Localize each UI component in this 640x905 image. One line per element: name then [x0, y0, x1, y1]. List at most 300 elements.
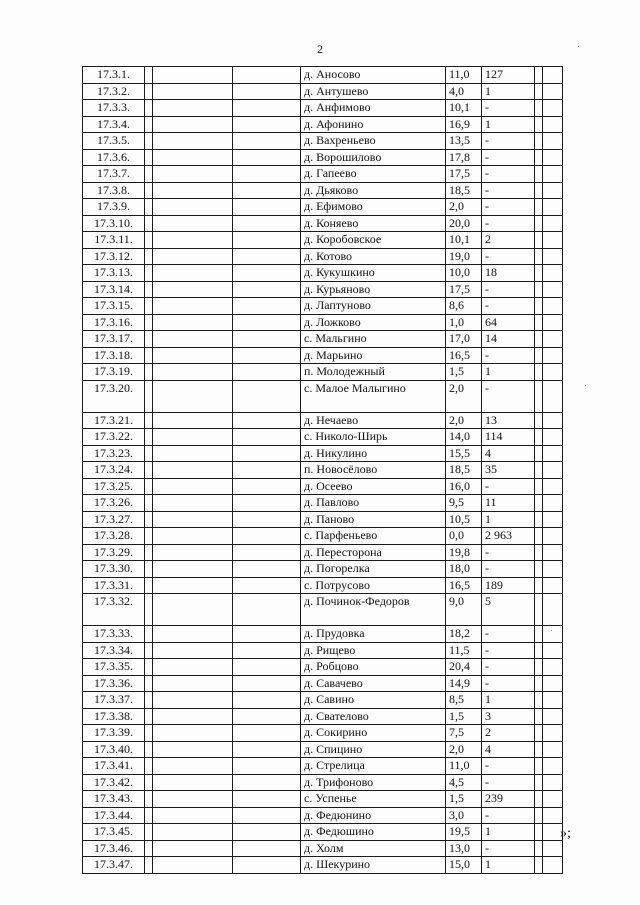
distance-value: 18,5 [446, 462, 482, 479]
settlement-name: д. Холм [301, 840, 446, 857]
population-value: - [482, 807, 535, 824]
distance-value: 13,5 [446, 133, 482, 150]
population-value: - [482, 380, 535, 412]
empty-cell [153, 741, 233, 758]
table-row [83, 248, 563, 265]
settlement-name: д. Афонино [301, 116, 446, 133]
settlement-name: д. Марьино [301, 347, 446, 364]
empty-cell [145, 331, 153, 348]
settlement-name: д. Аносово [301, 67, 446, 84]
table-row [83, 642, 563, 659]
empty-cell [145, 791, 153, 808]
distance-value: 14,9 [446, 675, 482, 692]
row-number: 17.3.9. [83, 199, 145, 216]
empty-cell [535, 807, 543, 824]
empty-cell [153, 265, 233, 282]
settlement-name: д. Ложково [301, 314, 446, 331]
distance-value: 11,0 [446, 67, 482, 84]
empty-cell [233, 429, 301, 446]
empty-cell [543, 281, 563, 298]
empty-cell [153, 544, 233, 561]
population-value: - [482, 642, 535, 659]
empty-cell [543, 215, 563, 232]
empty-cell [233, 741, 301, 758]
empty-cell [543, 594, 563, 626]
settlement-name: д. Прудовка [301, 626, 446, 643]
empty-cell [535, 528, 543, 545]
row-number: 17.3.3. [83, 100, 145, 117]
distance-value: 18,2 [446, 626, 482, 643]
empty-cell [145, 100, 153, 117]
table-row [83, 281, 563, 298]
table-row [83, 298, 563, 315]
table-row [83, 594, 563, 626]
empty-cell [535, 445, 543, 462]
empty-cell [145, 675, 153, 692]
empty-cell [233, 100, 301, 117]
settlement-name: д. Федюнино [301, 807, 446, 824]
settlement-name: д. Савачево [301, 675, 446, 692]
table-row [83, 100, 563, 117]
empty-cell [535, 67, 543, 84]
row-number: 17.3.35. [83, 659, 145, 676]
row-number: 17.3.18. [83, 347, 145, 364]
table-row [83, 561, 563, 578]
empty-cell [153, 774, 233, 791]
settlement-name: д. Погорелка [301, 561, 446, 578]
settlement-name: д. Рищево [301, 642, 446, 659]
table-row [83, 659, 563, 676]
empty-cell [543, 544, 563, 561]
settlement-name: п. Молодежный [301, 364, 446, 381]
empty-cell [535, 758, 543, 775]
population-value: 4 [482, 445, 535, 462]
row-number: 17.3.45. [83, 824, 145, 841]
empty-cell [543, 67, 563, 84]
empty-cell [153, 412, 233, 429]
distance-value: 4,5 [446, 774, 482, 791]
empty-cell [153, 791, 233, 808]
empty-cell [543, 807, 563, 824]
empty-cell [153, 495, 233, 512]
row-number: 17.3.2. [83, 83, 145, 100]
empty-cell [153, 248, 233, 265]
row-number: 17.3.33. [83, 626, 145, 643]
population-value: - [482, 199, 535, 216]
empty-cell [535, 215, 543, 232]
empty-cell [145, 642, 153, 659]
population-value: 11 [482, 495, 535, 512]
population-value: 64 [482, 314, 535, 331]
settlement-name: д. Починок-Федоров [301, 594, 446, 626]
distance-value: 7,5 [446, 725, 482, 742]
population-value: - [482, 561, 535, 578]
settlement-name: д. Коняево [301, 215, 446, 232]
table-row [83, 675, 563, 692]
distance-value: 9,5 [446, 495, 482, 512]
empty-cell [233, 149, 301, 166]
settlement-name: д. Свателово [301, 708, 446, 725]
empty-cell [153, 857, 233, 874]
empty-cell [535, 774, 543, 791]
empty-cell [535, 708, 543, 725]
empty-cell [535, 462, 543, 479]
table-row [83, 528, 563, 545]
distance-value: 0,0 [446, 528, 482, 545]
empty-cell [153, 511, 233, 528]
empty-cell [153, 331, 233, 348]
empty-cell [543, 626, 563, 643]
empty-cell [145, 199, 153, 216]
population-value: 2 [482, 232, 535, 249]
settlements-table [82, 66, 563, 874]
table-row [83, 708, 563, 725]
settlement-name: д. Никулино [301, 445, 446, 462]
table-row [83, 791, 563, 808]
empty-cell [543, 659, 563, 676]
empty-cell [535, 298, 543, 315]
population-value: 1 [482, 83, 535, 100]
population-value: 1 [482, 511, 535, 528]
settlement-name: д. Сокирино [301, 725, 446, 742]
settlement-name: д. Паново [301, 511, 446, 528]
settlement-name: д. Шекурино [301, 857, 446, 874]
row-number: 17.3.28. [83, 528, 145, 545]
empty-cell [153, 116, 233, 133]
population-value: 1 [482, 692, 535, 709]
empty-cell [233, 166, 301, 183]
empty-cell [145, 741, 153, 758]
empty-cell [145, 149, 153, 166]
empty-cell [153, 182, 233, 199]
row-number: 17.3.37. [83, 692, 145, 709]
row-number: 17.3.36. [83, 675, 145, 692]
empty-cell [543, 314, 563, 331]
empty-cell [535, 478, 543, 495]
row-number: 17.3.29. [83, 544, 145, 561]
population-value: 3 [482, 708, 535, 725]
empty-cell [145, 544, 153, 561]
population-value: 1 [482, 824, 535, 841]
population-value: 35 [482, 462, 535, 479]
empty-cell [153, 215, 233, 232]
empty-cell [233, 544, 301, 561]
row-number: 17.3.17. [83, 331, 145, 348]
empty-cell [543, 133, 563, 150]
row-number: 17.3.24. [83, 462, 145, 479]
empty-cell [233, 791, 301, 808]
empty-cell [233, 133, 301, 150]
empty-cell [543, 116, 563, 133]
empty-cell [543, 232, 563, 249]
population-value: - [482, 298, 535, 315]
distance-value: 15,5 [446, 445, 482, 462]
empty-cell [233, 380, 301, 412]
empty-cell [535, 824, 543, 841]
empty-cell [153, 725, 233, 742]
table-row [83, 149, 563, 166]
empty-cell [153, 577, 233, 594]
distance-value: 8,6 [446, 298, 482, 315]
population-value: 13 [482, 412, 535, 429]
empty-cell [543, 692, 563, 709]
row-number: 17.3.38. [83, 708, 145, 725]
empty-cell [535, 182, 543, 199]
empty-cell [233, 67, 301, 84]
distance-value: 19,0 [446, 248, 482, 265]
distance-value: 19,8 [446, 544, 482, 561]
empty-cell [535, 495, 543, 512]
empty-cell [145, 265, 153, 282]
population-value: - [482, 478, 535, 495]
row-number: 17.3.34. [83, 642, 145, 659]
empty-cell [233, 83, 301, 100]
row-number: 17.3.32. [83, 594, 145, 626]
empty-cell [543, 561, 563, 578]
empty-cell [153, 692, 233, 709]
distance-value: 16,5 [446, 577, 482, 594]
settlement-name: д. Федюшино [301, 824, 446, 841]
settlement-name: д. Савино [301, 692, 446, 709]
row-number: 17.3.42. [83, 774, 145, 791]
row-number: 17.3.10. [83, 215, 145, 232]
empty-cell [145, 577, 153, 594]
empty-cell [233, 675, 301, 692]
population-value: 4 [482, 741, 535, 758]
row-number: 17.3.46. [83, 840, 145, 857]
empty-cell [145, 840, 153, 857]
scan-speck [551, 630, 552, 631]
empty-cell [543, 298, 563, 315]
empty-cell [543, 675, 563, 692]
empty-cell [543, 83, 563, 100]
empty-cell [145, 364, 153, 381]
row-number: 17.3.21. [83, 412, 145, 429]
settlement-name: с. Николо-Ширь [301, 429, 446, 446]
settlement-name: д. Вахреньево [301, 133, 446, 150]
empty-cell [543, 100, 563, 117]
empty-cell [535, 857, 543, 874]
empty-cell [233, 840, 301, 857]
empty-cell [543, 380, 563, 412]
empty-cell [543, 774, 563, 791]
empty-cell [543, 758, 563, 775]
table-row [83, 445, 563, 462]
table-row [83, 116, 563, 133]
population-value: - [482, 675, 535, 692]
population-value: 2 [482, 725, 535, 742]
empty-cell [145, 511, 153, 528]
empty-cell [153, 100, 233, 117]
population-value: 14 [482, 331, 535, 348]
empty-cell [535, 116, 543, 133]
empty-cell [535, 675, 543, 692]
settlement-name: с. Успенье [301, 791, 446, 808]
distance-value: 1,5 [446, 791, 482, 808]
table-row [83, 331, 563, 348]
empty-cell [233, 314, 301, 331]
empty-cell [153, 380, 233, 412]
empty-cell [543, 331, 563, 348]
distance-value: 2,0 [446, 412, 482, 429]
population-value: - [482, 166, 535, 183]
empty-cell [535, 692, 543, 709]
table-row [83, 429, 563, 446]
empty-cell [145, 857, 153, 874]
distance-value: 3,0 [446, 807, 482, 824]
empty-cell [543, 149, 563, 166]
empty-cell [543, 528, 563, 545]
settlement-name: д. Гапеево [301, 166, 446, 183]
settlement-name: п. Новосёлово [301, 462, 446, 479]
empty-cell [535, 791, 543, 808]
distance-value: 1,0 [446, 314, 482, 331]
empty-cell [543, 791, 563, 808]
empty-cell [145, 725, 153, 742]
empty-cell [535, 314, 543, 331]
distance-value: 2,0 [446, 741, 482, 758]
table-row [83, 495, 563, 512]
empty-cell [233, 659, 301, 676]
table-row [83, 511, 563, 528]
distance-value: 8,5 [446, 692, 482, 709]
empty-cell [153, 67, 233, 84]
empty-cell [153, 626, 233, 643]
distance-value: 18,0 [446, 561, 482, 578]
empty-cell [233, 281, 301, 298]
population-value: - [482, 840, 535, 857]
empty-cell [153, 758, 233, 775]
distance-value: 13,0 [446, 840, 482, 857]
empty-cell [153, 561, 233, 578]
row-number: 17.3.11. [83, 232, 145, 249]
empty-cell [145, 807, 153, 824]
row-number: 17.3.43. [83, 791, 145, 808]
empty-cell [233, 857, 301, 874]
empty-cell [153, 824, 233, 841]
empty-cell [145, 248, 153, 265]
empty-cell [153, 149, 233, 166]
distance-value: 2,0 [446, 380, 482, 412]
empty-cell [233, 692, 301, 709]
population-value: 1 [482, 857, 535, 874]
settlement-name: с. Мальгино [301, 331, 446, 348]
empty-cell [145, 429, 153, 446]
empty-cell [153, 642, 233, 659]
table-row [83, 232, 563, 249]
empty-cell [145, 215, 153, 232]
row-number: 17.3.13. [83, 265, 145, 282]
row-number: 17.3.31. [83, 577, 145, 594]
distance-value: 11,5 [446, 642, 482, 659]
settlement-name: д. Котово [301, 248, 446, 265]
empty-cell [233, 642, 301, 659]
empty-cell [535, 248, 543, 265]
empty-cell [233, 445, 301, 462]
population-value: 127 [482, 67, 535, 84]
table-row [83, 692, 563, 709]
empty-cell [145, 281, 153, 298]
empty-cell [543, 347, 563, 364]
empty-cell [153, 199, 233, 216]
empty-cell [153, 232, 233, 249]
table-row [83, 199, 563, 216]
distance-value: 16,5 [446, 347, 482, 364]
population-value: 114 [482, 429, 535, 446]
table-row [83, 774, 563, 791]
row-number: 17.3.26. [83, 495, 145, 512]
empty-cell [233, 807, 301, 824]
empty-cell [233, 462, 301, 479]
row-number: 17.3.30. [83, 561, 145, 578]
row-number: 17.3.16. [83, 314, 145, 331]
empty-cell [535, 100, 543, 117]
row-number: 17.3.6. [83, 149, 145, 166]
empty-cell [543, 708, 563, 725]
empty-cell [535, 380, 543, 412]
empty-cell [233, 626, 301, 643]
empty-cell [145, 83, 153, 100]
population-value: - [482, 248, 535, 265]
table-row [83, 758, 563, 775]
empty-cell [233, 331, 301, 348]
empty-cell [145, 116, 153, 133]
empty-cell [233, 528, 301, 545]
population-value: 2 963 [482, 528, 535, 545]
empty-cell [535, 659, 543, 676]
distance-value: 14,0 [446, 429, 482, 446]
settlement-name: д. Спицино [301, 741, 446, 758]
empty-cell [233, 298, 301, 315]
distance-value: 11,0 [446, 758, 482, 775]
empty-cell [145, 412, 153, 429]
population-value: - [482, 182, 535, 199]
row-number: 17.3.39. [83, 725, 145, 742]
table-row [83, 807, 563, 824]
distance-value: 10,1 [446, 100, 482, 117]
table-row [83, 857, 563, 874]
empty-cell [153, 807, 233, 824]
empty-cell [145, 232, 153, 249]
settlement-name: д. Робцово [301, 659, 446, 676]
empty-cell [233, 824, 301, 841]
row-number: 17.3.44. [83, 807, 145, 824]
empty-cell [233, 495, 301, 512]
population-value: - [482, 774, 535, 791]
empty-cell [535, 840, 543, 857]
empty-cell [535, 347, 543, 364]
settlement-name: д. Коробовское [301, 232, 446, 249]
settlement-name: д. Пересторона [301, 544, 446, 561]
settlement-name: д. Дьяково [301, 182, 446, 199]
empty-cell [543, 642, 563, 659]
empty-cell [153, 528, 233, 545]
scan-speck [578, 46, 579, 47]
scan-speck [585, 385, 586, 386]
empty-cell [543, 741, 563, 758]
table-row [83, 83, 563, 100]
population-value: - [482, 215, 535, 232]
distance-value: 10,0 [446, 265, 482, 282]
empty-cell [153, 462, 233, 479]
table-row [83, 380, 563, 412]
row-number: 17.3.47. [83, 857, 145, 874]
empty-cell [233, 265, 301, 282]
empty-cell [153, 445, 233, 462]
population-value: 189 [482, 577, 535, 594]
empty-cell [535, 741, 543, 758]
empty-cell [145, 495, 153, 512]
